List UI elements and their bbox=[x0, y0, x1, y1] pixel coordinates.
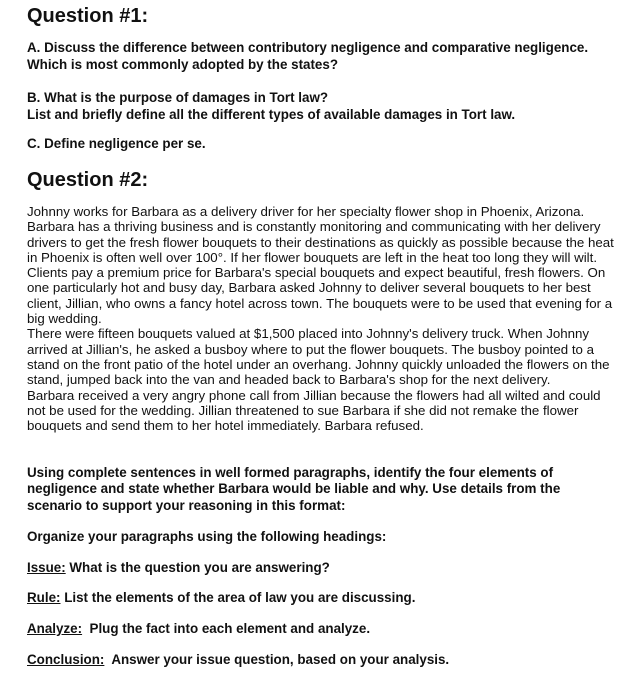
part-b-line-1: B. What is the purpose of damages in Tort law? bbox=[27, 90, 329, 105]
part-a-line-2: Which is most commonly adopted by the states? bbox=[27, 56, 339, 72]
issue-heading bbox=[27, 560, 330, 576]
rule-heading bbox=[27, 590, 415, 606]
part-b-line-2: List and briefly define all the different types of available damages in Tort law. bbox=[27, 106, 516, 122]
scenario-text bbox=[27, 204, 619, 433]
question-1-part-b bbox=[27, 90, 617, 123]
question-1-part-c bbox=[27, 136, 617, 153]
scenario-paragraph: Clients pay a premium price for Barbara's special bouquets and expect beautiful, fresh flowers. On one particularly hot and busy day, Barbara asked Johnny to deliver several bouquets to her best client, Jillian, who owns a fancy hotel across town. The bouquets were to be used that evening for a big wedding. bbox=[27, 265, 613, 327]
conclusion-label: Conclusion: bbox=[27, 652, 105, 667]
rule-label: Rule: bbox=[27, 590, 61, 605]
issue-label: Issue: bbox=[27, 560, 66, 575]
scenario-paragraph: There were fifteen bouquets valued at $1,500 placed into Johnny's delivery truck. When Johnny arrived at Jillian's, he asked a busboy where to put the flower bouquets. The busboy pointed to a stand on the front patio of the hotel under an overhang. Johnny quickly unloaded the flowers on the stand, jumped back into the van and headed back to Barbara's shop for the next delivery. bbox=[27, 326, 610, 388]
organize-text: Organize your paragraphs using the following headings: bbox=[27, 529, 387, 544]
question-1-heading: Question #1: bbox=[27, 5, 149, 27]
question-2-heading: Question #2: bbox=[27, 169, 149, 191]
part-a-line-1: A. Discuss the difference between contributory negligence and comparative negligence. bbox=[27, 40, 589, 55]
analyze-heading bbox=[27, 621, 370, 637]
scenario-paragraph: Johnny works for Barbara as a delivery driver for her specialty flower shop in Phoenix, Arizona. Barbara has a thriving business and is constantly monitoring and communicating with her delivery drivers to get the fresh flower bouquets to their destinations as quickly as possible because the heat in Phoenix is often well over 100°. If her flower bouquets are left in the heat too long they will wilt. bbox=[27, 204, 614, 265]
instruction-text: Using complete sentences in well formed paragraphs, identify the four elements of negligence and state whether Barbara would be liable and why. Use details from the scenario to support your reasoning in this format: bbox=[27, 465, 561, 513]
scenario-paragraph: Barbara received a very angry phone call from Jillian because the flowers had all wilted and could not be used for the wedding. Jillian threatened to sue Barbara if she did not remake the flower bouquets and send them to her hotel immediately. Barbara refused. bbox=[27, 387, 601, 434]
analyze-description: Plug the fact into each element and analyze. bbox=[82, 621, 371, 636]
analyze-label: Analyze: bbox=[27, 621, 83, 636]
conclusion-description: Answer your issue question, based on your analysis. bbox=[104, 652, 450, 667]
issue-description: What is the question you are answering? bbox=[65, 560, 330, 575]
rule-description: List the elements of the area of law you are discussing. bbox=[60, 590, 416, 605]
conclusion-heading bbox=[27, 652, 449, 668]
part-c-line-1: C. Define negligence per se. bbox=[27, 136, 206, 151]
question-1-part-a bbox=[27, 40, 617, 73]
